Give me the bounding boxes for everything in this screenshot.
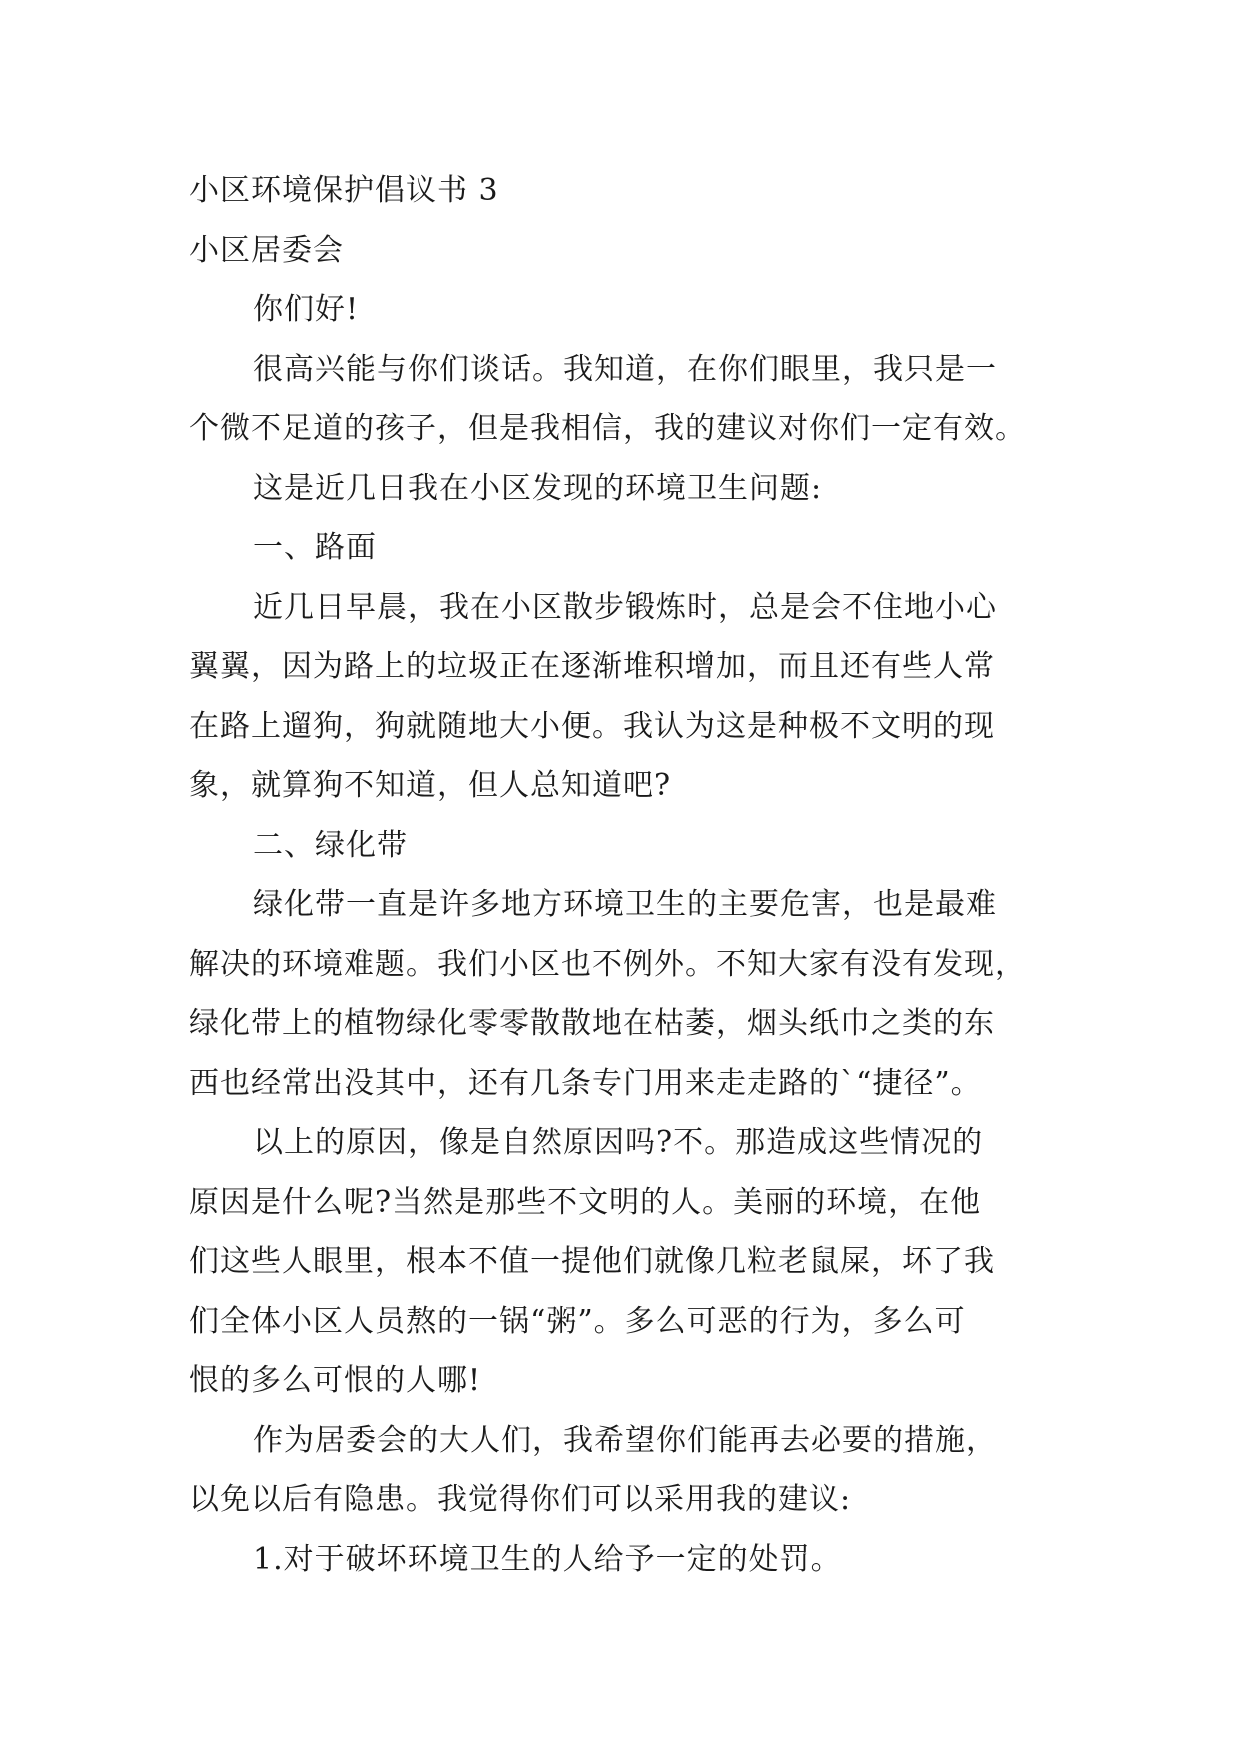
greeting-line: 你们好! — [253, 292, 360, 327]
text-line: 象，就算狗不知道，但人总知道吧? — [189, 768, 672, 803]
text-line: 绿化带上的植物绿化零零散散地在枯萎，烟头纸巾之类的东 — [189, 1006, 995, 1041]
text-line: 解决的环境难题。我们小区也不例外。不知大家有没有发现， — [189, 946, 1026, 982]
text-line: 在路上遛狗，狗就随地大小便。我认为这是种极不文明的现 — [189, 708, 995, 744]
text-line: 很高兴能与你们谈话。我知道，在你们眼里，我只是一 — [253, 351, 997, 387]
document-title: 小区环境保护倡议书 3 — [189, 173, 499, 208]
text-line: 以免以后有隐患。我觉得你们可以采用我的建议: — [189, 1482, 852, 1517]
recipient-line: 小区居委会 — [189, 232, 344, 268]
document-body — [189, 161, 1059, 1589]
text-line: 恨的多么可恨的人哪! — [189, 1363, 482, 1398]
text-line: 们这些人眼里，根本不值一提他们就像几粒老鼠屎，坏了我 — [189, 1244, 995, 1279]
text-line: 这是近几日我在小区发现的环境卫生问题: — [253, 470, 823, 506]
text-line: 近几日早晨，我在小区散步锻炼时，总是会不住地小心 — [253, 589, 997, 625]
text-line: 一、路面 — [253, 530, 377, 565]
text-line: 1.对于破坏环境卫生的人给予一定的处罚。 — [253, 1541, 842, 1577]
text-line: 作为居委会的大人们，我希望你们能再去必要的措施， — [253, 1422, 997, 1458]
text-line: 西也经常出没其中，还有几条专门用来走走路的`“捷径”。 — [189, 1065, 982, 1101]
text-line: 二、绿化带 — [253, 827, 408, 863]
text-line: 原因是什么呢?当然是那些不文明的人。美丽的环境，在他 — [189, 1184, 982, 1220]
text-line: 绿化带一直是许多地方环境卫生的主要危害，也是最难 — [253, 887, 997, 922]
text-line: 翼翼，因为路上的垃圾正在逐渐堆积增加，而且还有些人常 — [189, 649, 995, 684]
text-line: 个微不足道的孩子，但是我相信，我的建议对你们一定有效。 — [189, 411, 1026, 446]
text-line: 们全体小区人员熬的一锅“粥”。多么可恶的行为，多么可 — [189, 1303, 966, 1339]
body-text — [189, 340, 1059, 1590]
text-line: 以上的原因，像是自然原因吗?不。那造成这些情况的 — [253, 1125, 984, 1160]
